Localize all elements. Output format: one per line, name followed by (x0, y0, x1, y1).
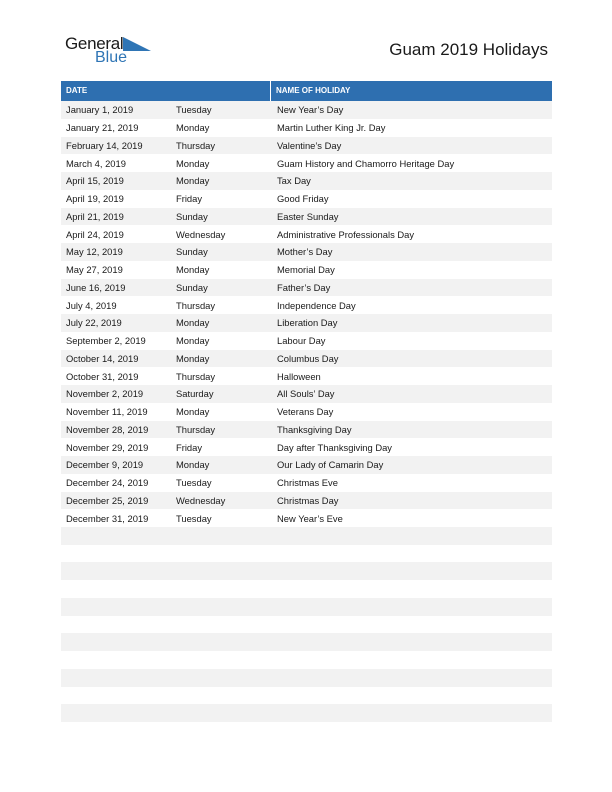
holiday-name: Martin Luther King Jr. Day (277, 122, 386, 134)
empty-row (61, 562, 552, 580)
holiday-weekday: Monday (176, 122, 210, 134)
table-row (61, 101, 552, 119)
table-row (61, 296, 552, 314)
holiday-weekday: Monday (176, 352, 210, 364)
holiday-name: Christmas Day (277, 494, 339, 506)
holiday-weekday: Friday (176, 193, 203, 205)
table-row (61, 385, 552, 403)
holiday-date: March 4, 2019 (66, 157, 126, 169)
table-row (61, 474, 552, 492)
holiday-name: Veterans Day (277, 406, 334, 418)
holiday-date: April 24, 2019 (66, 228, 124, 240)
holiday-name: Tax Day (277, 175, 311, 187)
holiday-weekday: Thursday (176, 299, 216, 311)
holiday-date: November 2, 2019 (66, 388, 144, 400)
holiday-name: Mother’s Day (277, 246, 333, 258)
table-row (61, 208, 552, 226)
holiday-date: November 28, 2019 (66, 423, 149, 435)
holiday-weekday: Saturday (176, 388, 214, 400)
table-row (61, 154, 552, 172)
holiday-name: New Year’s Day (277, 104, 344, 116)
holiday-name: Halloween (277, 370, 321, 382)
holiday-table (61, 81, 552, 527)
holiday-date: December 25, 2019 (66, 494, 149, 506)
holiday-weekday: Monday (176, 264, 210, 276)
holiday-name: Our Lady of Camarin Day (277, 459, 384, 471)
logo-text-blue: Blue (95, 49, 128, 66)
holiday-name: Guam History and Chamorro Heritage Day (277, 157, 455, 169)
header-holiday-name: NAME OF HOLIDAY (276, 86, 351, 95)
table-row (61, 225, 552, 243)
empty-row (61, 598, 552, 616)
table-body (61, 101, 552, 527)
holiday-weekday: Thursday (176, 139, 216, 151)
table-row (61, 332, 552, 350)
table-header (61, 81, 552, 101)
table-row (61, 403, 552, 421)
holiday-weekday: Monday (176, 317, 210, 329)
holiday-name: All Souls’ Day (277, 388, 335, 400)
holiday-name: Easter Sunday (277, 210, 339, 222)
holiday-date: December 9, 2019 (66, 459, 144, 471)
table-row (61, 492, 552, 510)
holiday-date: April 15, 2019 (66, 175, 124, 187)
holiday-name: Memorial Day (277, 264, 335, 276)
table-row (61, 279, 552, 297)
holiday-date: January 21, 2019 (66, 122, 139, 134)
holiday-date: January 1, 2019 (66, 104, 134, 116)
table-row (61, 509, 552, 527)
empty-row (61, 633, 552, 651)
empty-row (61, 704, 552, 722)
table-row (61, 172, 552, 190)
holiday-date: September 2, 2019 (66, 335, 146, 347)
holiday-name: Father’s Day (277, 281, 331, 293)
table-row (61, 438, 552, 456)
header-date: DATE (61, 81, 271, 101)
holiday-weekday: Monday (176, 335, 210, 347)
generalblue-logo (65, 34, 155, 68)
holiday-weekday: Sunday (176, 246, 208, 258)
holiday-name: Labour Day (277, 335, 326, 347)
logo-triangle-icon (123, 37, 151, 51)
holiday-weekday: Tuesday (176, 512, 212, 524)
table-row (61, 137, 552, 155)
holiday-date: October 31, 2019 (66, 370, 139, 382)
holiday-name: Independence Day (277, 299, 356, 311)
holiday-weekday: Wednesday (176, 228, 226, 240)
holiday-weekday: Sunday (176, 210, 208, 222)
holiday-weekday: Tuesday (176, 477, 212, 489)
holiday-date: December 31, 2019 (66, 512, 149, 524)
holiday-name: Valentine’s Day (277, 139, 342, 151)
holiday-name: New Year’s Eve (277, 512, 343, 524)
table-row (61, 243, 552, 261)
table-row (61, 350, 552, 368)
holiday-date: April 19, 2019 (66, 193, 124, 205)
table-row (61, 421, 552, 439)
holiday-weekday: Sunday (176, 281, 208, 293)
empty-row (61, 669, 552, 687)
holiday-date: November 11, 2019 (66, 406, 148, 418)
holiday-date: December 24, 2019 (66, 477, 149, 489)
holiday-weekday: Thursday (176, 370, 216, 382)
holiday-date: May 12, 2019 (66, 246, 123, 258)
holiday-date: April 21, 2019 (66, 210, 124, 222)
holiday-weekday: Monday (176, 157, 210, 169)
holiday-date: October 14, 2019 (66, 352, 139, 364)
holiday-date: July 22, 2019 (66, 317, 122, 329)
holiday-date: May 27, 2019 (66, 264, 123, 276)
holiday-date: July 4, 2019 (66, 299, 117, 311)
table-row (61, 261, 552, 279)
holiday-weekday: Wednesday (176, 494, 226, 506)
holiday-name: Liberation Day (277, 317, 338, 329)
page-title: Guam 2019 Holidays (389, 40, 548, 59)
holiday-name: Day after Thanksgiving Day (277, 441, 392, 453)
holiday-date: November 29, 2019 (66, 441, 149, 453)
holiday-weekday: Monday (176, 175, 210, 187)
table-row (61, 456, 552, 474)
holiday-name: Administrative Professionals Day (277, 228, 415, 240)
holiday-date: June 16, 2019 (66, 281, 126, 293)
logo-text-general: General (65, 34, 124, 53)
holiday-weekday: Tuesday (176, 104, 212, 116)
holiday-name: Christmas Eve (277, 477, 338, 489)
table-row (61, 119, 552, 137)
holiday-name: Thanksgiving Day (277, 423, 352, 435)
holiday-weekday: Thursday (176, 423, 216, 435)
holiday-weekday: Monday (176, 406, 210, 418)
empty-row (61, 527, 552, 545)
holiday-weekday: Monday (176, 459, 210, 471)
table-row (61, 314, 552, 332)
holiday-name: Good Friday (277, 193, 329, 205)
holiday-date: February 14, 2019 (66, 139, 143, 151)
holiday-weekday: Friday (176, 441, 203, 453)
table-row (61, 190, 552, 208)
table-row (61, 367, 552, 385)
holiday-name: Columbus Day (277, 352, 339, 364)
